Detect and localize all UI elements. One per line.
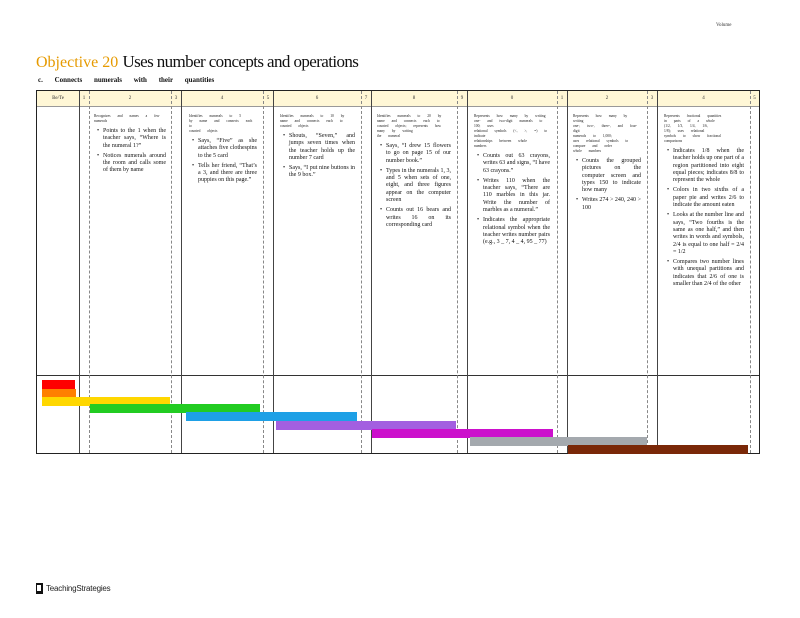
column-line (457, 91, 458, 453)
example-list (474, 153, 550, 247)
example-item: • Indicates 1/8 when the teacher holds up one part of a region partitioned into eight equal pieces; indicates 8/8 to represent the whole (669, 148, 744, 184)
level-description: counted objects; represents how many by writing (377, 124, 442, 133)
example-item: • Notices numerals around the room and calls some of them by name (99, 153, 166, 175)
level-description: compare and order (573, 144, 612, 148)
level-description: the numeral (377, 134, 401, 138)
header-cell: 9 (460, 96, 464, 101)
example-item: • Tells her friend, “That’s a 3, and there are three puppies on this page.” (194, 163, 257, 185)
dimension-subtitle: c. Connects numerals with their quantities (38, 76, 215, 84)
level-column-2 (94, 114, 166, 178)
header-cell: 3 (174, 96, 178, 101)
level-column-10 (474, 114, 550, 250)
color-band-brown (568, 445, 748, 454)
level-description: in parts of a whole (664, 119, 715, 123)
logo-icon (36, 583, 43, 594)
example-item: • Indicates the appropriate relational symbol when the teacher writes number pairs (e.g., 3 _ 7, 4 _ 4, 95 _ 77) (479, 217, 550, 246)
level-description: Identifies numerals to 5 (189, 114, 242, 118)
level-description: Represents how many by writing (474, 114, 546, 118)
example-item: • Writes 274 > 240, 240 > 100 (578, 197, 641, 212)
column-line (750, 91, 751, 453)
level-description: uses relational symbols to (573, 139, 629, 143)
example-item: • Compares two number lines with unequal partitions and indicates that 2/6 of one is smaller than 2/4 of the other (669, 259, 744, 288)
example-item: • Counts out 63 crayons, writes 63 and signs, “I have 63 crayons.” (479, 153, 550, 175)
level-description: 1/8); uses relational (664, 129, 705, 133)
example-list (573, 158, 641, 212)
example-list (189, 138, 257, 185)
page-title (36, 52, 358, 72)
header-cell: 7 (364, 96, 368, 101)
level-column-14 (664, 114, 744, 372)
example-item: • Says, “I put nine buttons in the 9 box.” (285, 165, 355, 180)
example-list (280, 133, 355, 180)
level-description: (1/2, 1/3, 1/4, 1/6, (664, 124, 708, 128)
level-description: counted objects (280, 124, 309, 128)
level-description: comparisons (664, 139, 683, 143)
column-line (647, 91, 648, 453)
example-list (94, 128, 166, 175)
level-description: Represents fractional quantities (664, 114, 722, 118)
example-item: • Colors in two sixths of a paper pie and writes 2/6 to indicate the amount eaten (669, 187, 744, 209)
example-item: • Looks at the number line and says, “Two fourths is the same as one half,” and then writes in words and symbols, 2/4 is equal to one half = 2/4 = 1/2 (669, 212, 744, 256)
header-cell: 0 (510, 96, 514, 101)
color-band-blue (186, 412, 357, 421)
header-cell: 2 (605, 96, 609, 101)
example-item: • Types in the numerals 1, 3, and 5 when sets of one, eight, and three figures appear on the computer screen (382, 168, 451, 204)
level-description: by name and connects each to (189, 119, 253, 128)
level-column-4 (189, 114, 257, 188)
example-item: • Counts the grouped pictures on the computer screen and types 150 to indicate how many (578, 158, 641, 194)
header-cell: 3 (650, 96, 654, 101)
example-item: • Writes 110 when the teacher says, “There are 110 marbles in this jar. Write the number of marbles as a numeral.” (479, 178, 550, 214)
example-list (664, 148, 744, 288)
level-description: Recognizes and names a few (94, 114, 160, 118)
header-cell: 6 (315, 96, 319, 101)
level-description: whole numbers (573, 149, 602, 153)
header-cell: 1 (82, 96, 86, 101)
level-description: one- and two-digit numerals to 100; uses (474, 119, 543, 128)
level-description: Identifies numerals to 10 by name and connects each to (280, 114, 345, 123)
level-column-12 (573, 114, 641, 215)
column-line (171, 91, 172, 453)
logo-text: TeachingStrategies (46, 584, 111, 593)
level-description: relationships between whole (474, 139, 527, 143)
objective-number: Objective 20 (36, 54, 119, 71)
level-description: numerals to 1,000; (573, 134, 612, 138)
column-line (467, 91, 468, 453)
column-line (263, 91, 264, 453)
level-description: relational symbols (<, >, =) to indicate (474, 129, 548, 138)
header-cell: 8 (412, 96, 416, 101)
level-description: numbers (474, 144, 487, 148)
example-item: • Says, “I drew 15 flowers to go on page 15 of our number book.” (382, 143, 451, 165)
example-item: • Says, “Five” as she attaches five clothespins to the 5 card (194, 138, 257, 160)
column-line (557, 91, 558, 453)
color-band-red (42, 380, 75, 389)
band-divider (37, 375, 759, 376)
column-line (273, 91, 274, 453)
column-line (371, 91, 372, 453)
example-item: • Counts out 16 bears and writes 16 on its corresponding card (382, 207, 451, 229)
objective-title: Uses number concepts and operations (122, 52, 359, 71)
level-column-8 (377, 114, 451, 232)
level-description: one-, two-, three-, and four-digit (573, 124, 637, 133)
header-cell: 2 (128, 96, 132, 101)
example-item: • Shouts, “Seven,” and jumps seven times when the teacher holds up the number 7 card (285, 133, 355, 162)
level-description: numerals (94, 119, 108, 123)
level-description: counted objects (189, 129, 218, 133)
header-cell: 5 (266, 96, 270, 101)
header-cell: 5 (753, 96, 756, 101)
header-cell: 1 (560, 96, 564, 101)
example-item: • Points to the 1 when the teacher says, “Where is the numeral 1?” (99, 128, 166, 150)
header-cell: 4 (702, 96, 705, 101)
column-line (361, 91, 362, 453)
header-cell-first: Be/Te (52, 96, 64, 101)
header-cell: 4 (220, 96, 224, 101)
example-list (377, 143, 451, 229)
level-description: Identifies numerals to 20 by name and connects each to (377, 114, 442, 123)
column-line (657, 91, 658, 453)
level-description: symbols to show fractional (664, 134, 721, 138)
level-description: Represents how many by writing (573, 114, 628, 123)
top-label: Volume (716, 23, 732, 28)
teaching-strategies-logo (36, 583, 110, 594)
column-line (181, 91, 182, 453)
column-line (567, 91, 568, 453)
level-column-6 (280, 114, 355, 183)
